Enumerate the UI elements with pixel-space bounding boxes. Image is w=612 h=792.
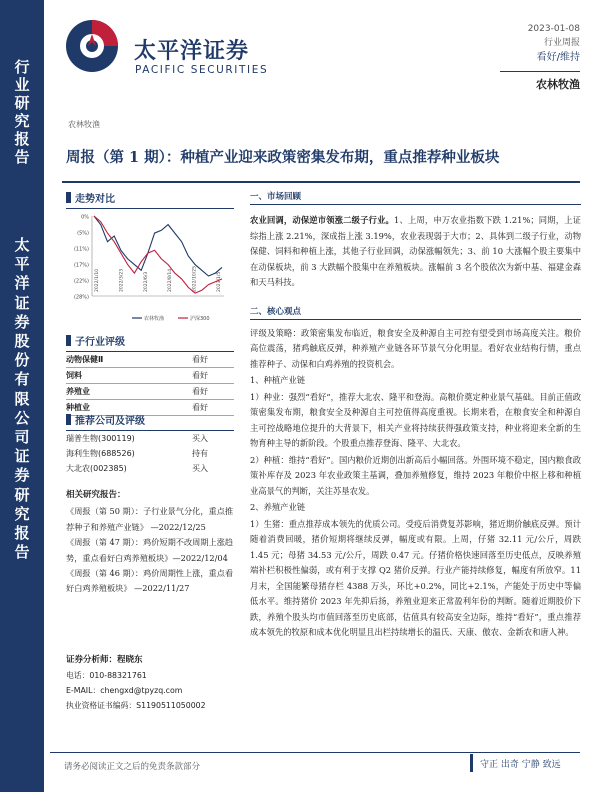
pacific-logo-icon [62, 16, 122, 76]
sector-label: 农林牧渔 [536, 78, 580, 91]
vertical-char: 研 [14, 485, 30, 504]
sub-industry-rating: 看好 [145, 368, 234, 384]
related-heading: 相关研究报告： [66, 490, 126, 500]
main-content [250, 190, 581, 641]
core-views-heading: 二、核心观点 [250, 305, 581, 320]
table-row [66, 384, 234, 400]
sub-rating-table [66, 352, 234, 416]
vertical-char: 太 [14, 236, 30, 254]
header-divider [500, 71, 580, 72]
vertical-char: 证 [14, 293, 30, 312]
vertical-char: 限 [14, 389, 30, 408]
series-line [94, 216, 222, 293]
company-table [66, 431, 234, 476]
y-tick-label: (17%) [73, 262, 89, 269]
series-line [94, 216, 222, 276]
header-meta [528, 22, 580, 66]
sub-rating-section [66, 333, 234, 416]
logo-english-name: PACIFIC SECURITIES [135, 64, 269, 76]
x-tick-label: 2022/3/23 [119, 268, 125, 292]
sub-industry-name: 饲料 [66, 368, 145, 384]
footer-divider [50, 752, 580, 753]
sub-industry-name: 动物保健Ⅱ [66, 352, 145, 368]
table-row [66, 431, 234, 446]
legend-label: 沪深300 [190, 316, 210, 322]
vertical-char: 洋 [14, 274, 30, 293]
y-tick-label: (22%) [73, 278, 89, 285]
vertical-char: 证 [14, 447, 30, 466]
core-view-paragraph: 1）生猪：重点推荐成本领先的优质公司。受疫后消费复苏影响，猪近期价触底反弹。预计随着消费回暖，猪价短期将继续反弹，幅度或有限。上周，仔猪 32.11 元/公斤，周跌 1.45 元；母猪 34.53 元/公斤，周跌 0.47 元。仔猪价格快速回落至历史低点，反映养殖端补栏积极性偏弱，或有利于支撑 Q2 猪价反弹。行业产能持续修复，幅度有所放窄。11 月末，全国能繁母猪存栏 4388 万头，环比+0.2%，同比+2.1%，产能处于历史中等偏低水平。维持猪价 2023 年先抑后扬，养殖业迎来正常盈利年份的判断。随着近期股价下跌，养殖个股头均市值回落至历史底部，估值具有较高安全边际，维持“看好”，重点推荐成本领先的牧原和成本优化明显且出栏持续增长的温氏、天康、傲农、金新农和唐人神。 [250, 518, 581, 637]
vertical-char: 研 [14, 94, 30, 112]
report-date: 2023-01-08 [527, 24, 580, 34]
company-rating: 买入 [192, 434, 208, 443]
y-tick-label: (5%) [77, 230, 89, 237]
vertical-char: 司 [14, 428, 30, 447]
sub-industry-rating: 看好 [145, 384, 234, 400]
logo-chinese-name: 太平洋证券 [134, 39, 250, 64]
legend-label: 农林牧渔 [144, 316, 165, 322]
related-report-link[interactable]: 《周报（第 46 期）：鸡价周期性上涨，重点看好白鸡养殖板块》 —2022/11/27 [66, 568, 234, 594]
vertical-char: 份 [14, 351, 30, 370]
report-type: 行业周报 [543, 38, 580, 48]
related-report-link[interactable]: 《周报（第 47 期）：鸡价短期不改周期上涨趋势，重点看好白鸡养殖板块》—2022/12/04 [66, 537, 234, 563]
left-vertical-bar [0, 0, 44, 792]
vertical-label-company [0, 236, 44, 562]
industry-rating: 看好/维持 [536, 52, 580, 63]
analyst-phone: 电话：010-88321761 [66, 671, 147, 680]
breadcrumb: 农林牧渔 [68, 120, 100, 129]
sub-industry-rating: 看好 [145, 400, 234, 416]
vertical-char: 券 [14, 466, 30, 485]
market-review-lead: 农业回调，动保逆市领涨二级子行业。 [250, 215, 395, 225]
trend-section [66, 190, 234, 209]
y-tick-label: (11%) [73, 246, 89, 253]
company-name: 大北农(002385) [66, 464, 127, 473]
table-row [66, 352, 234, 368]
core-view-paragraph: 2）种植：维持“看好”。国内粮价近期创出新高后小幅回落。外围环境不稳定，国内粮食政策补库存及 2023 年农业政策主基调，叠加养殖修复，维持 2023 年粮价中枢上移和种植业高景气的判断，关注苏垦农发。 [250, 454, 581, 496]
vertical-char: 告 [14, 543, 30, 562]
related-report-link[interactable]: 《周报（第 50 期）：子行业景气分化，重点推荐种子和养殖产业链》 —2022/12/25 [66, 506, 234, 532]
y-tick-label: (28%) [73, 294, 89, 301]
page-title: 周报（第 1 期）：种植产业迎来政策密集发布期，重点推荐种业板块 [66, 149, 500, 166]
x-tick-label: 2022/8/14 [168, 268, 174, 292]
vertical-char: 业 [14, 76, 30, 94]
trend-chart [66, 210, 234, 328]
vertical-char: 究 [14, 112, 30, 130]
table-row [66, 446, 234, 461]
footer-motto: 守正 出奇 宁静 致远 [480, 760, 561, 770]
analyst-info [66, 653, 246, 713]
related-reports [66, 488, 238, 597]
vertical-char: 平 [14, 255, 30, 274]
sub-industry-name: 种植业 [66, 400, 145, 416]
core-view-paragraph: 评级及策略：政策密集发布临近，粮食安全及种源自主可控有望受到市场高度关注。粮价高位震荡，猪鸡触底反弹，种养殖产业链各环节景气分化明显。看好农业结构行情，重点推荐种子、动保和白鸡养殖的投资机会。 [250, 327, 581, 369]
market-review-paragraph [250, 213, 581, 291]
company-heading: 推荐公司及评级 [75, 416, 145, 427]
vertical-char: 报 [14, 524, 30, 543]
vertical-char: 行 [14, 58, 30, 76]
market-review-body: 1、上周，申万农业指数下跌 1.21%；同期，上证综指上涨 2.21%，深成指上涨 3.19%，农业表现弱于大市；2、具体到二级子行业，动物保健、饲料和种植上涨，其他子行业回调，动保涨幅领先；3、前 10 大涨幅个股主要集中在动保板块，前 3 大跌幅个股集中在养殖板块。涨幅前 3 名个股依次为新中基、福建金森和天马科技。 [250, 215, 581, 287]
core-view-paragraph: 1、种植产业链 [250, 375, 306, 385]
vertical-char: 股 [14, 332, 30, 351]
x-tick-label: 2022/1/10 [95, 268, 100, 292]
vertical-char: 券 [14, 312, 30, 331]
core-view-paragraph: 2、养殖产业链 [250, 502, 306, 512]
vertical-char: 公 [14, 408, 30, 427]
sub-industry-name: 养殖业 [66, 384, 145, 400]
x-tick-label: 2023/1/5 [217, 271, 222, 292]
trend-chart-svg [66, 210, 234, 328]
footer-disclaimer: 请务必阅读正文之后的免责条款部分 [64, 762, 201, 772]
x-tick-label: 2022/6/3 [143, 271, 149, 292]
vertical-char: 究 [14, 504, 30, 523]
title-divider [62, 181, 580, 183]
vertical-char: 有 [14, 370, 30, 389]
trend-heading: 走势对比 [75, 194, 115, 205]
vertical-label-report-kind [0, 58, 44, 166]
analyst-license: 执业资格证书编码：S1190511050002 [66, 701, 206, 710]
company-section [66, 412, 234, 476]
table-row [66, 368, 234, 384]
core-view-paragraph: 1）种业：强烈“看好”，推荐大北农、隆平和登海。高粮价奠定种业景气基础。目前正值政策密集发布期，粮食安全及种源自主可控值得高度重视。长期来看，在粮食安全和种源自主可控战略地位提升的大背景下，相关产业将持续获得强政策支持，种业将迎来全新的生物育种主导的新阶段。个股重点推荐登海、隆平、大北农。 [250, 391, 581, 448]
company-name: 海利生物(688526) [66, 449, 135, 458]
analyst-email[interactable]: E-MAIL：chengxd@tpyzq.com [66, 686, 183, 695]
company-rating: 持有 [192, 449, 208, 458]
x-tick-label: 2022/10/25 [192, 266, 198, 292]
table-row [66, 461, 234, 476]
section-marker [66, 414, 71, 425]
vertical-char: 告 [14, 148, 30, 166]
analyst-heading: 证券分析师：程晓东 [66, 655, 143, 665]
section-marker [66, 192, 71, 203]
vertical-char: 报 [14, 130, 30, 148]
company-rating: 买入 [192, 464, 208, 473]
y-tick-label: 0% [81, 214, 89, 221]
sub-rating-heading: 子行业评级 [75, 337, 125, 348]
company-name: 瑞普生物(300119) [66, 434, 135, 443]
section-marker [66, 335, 71, 346]
market-review-heading: 一、市场回顾 [250, 190, 581, 205]
sub-industry-rating: 看好 [145, 352, 234, 368]
